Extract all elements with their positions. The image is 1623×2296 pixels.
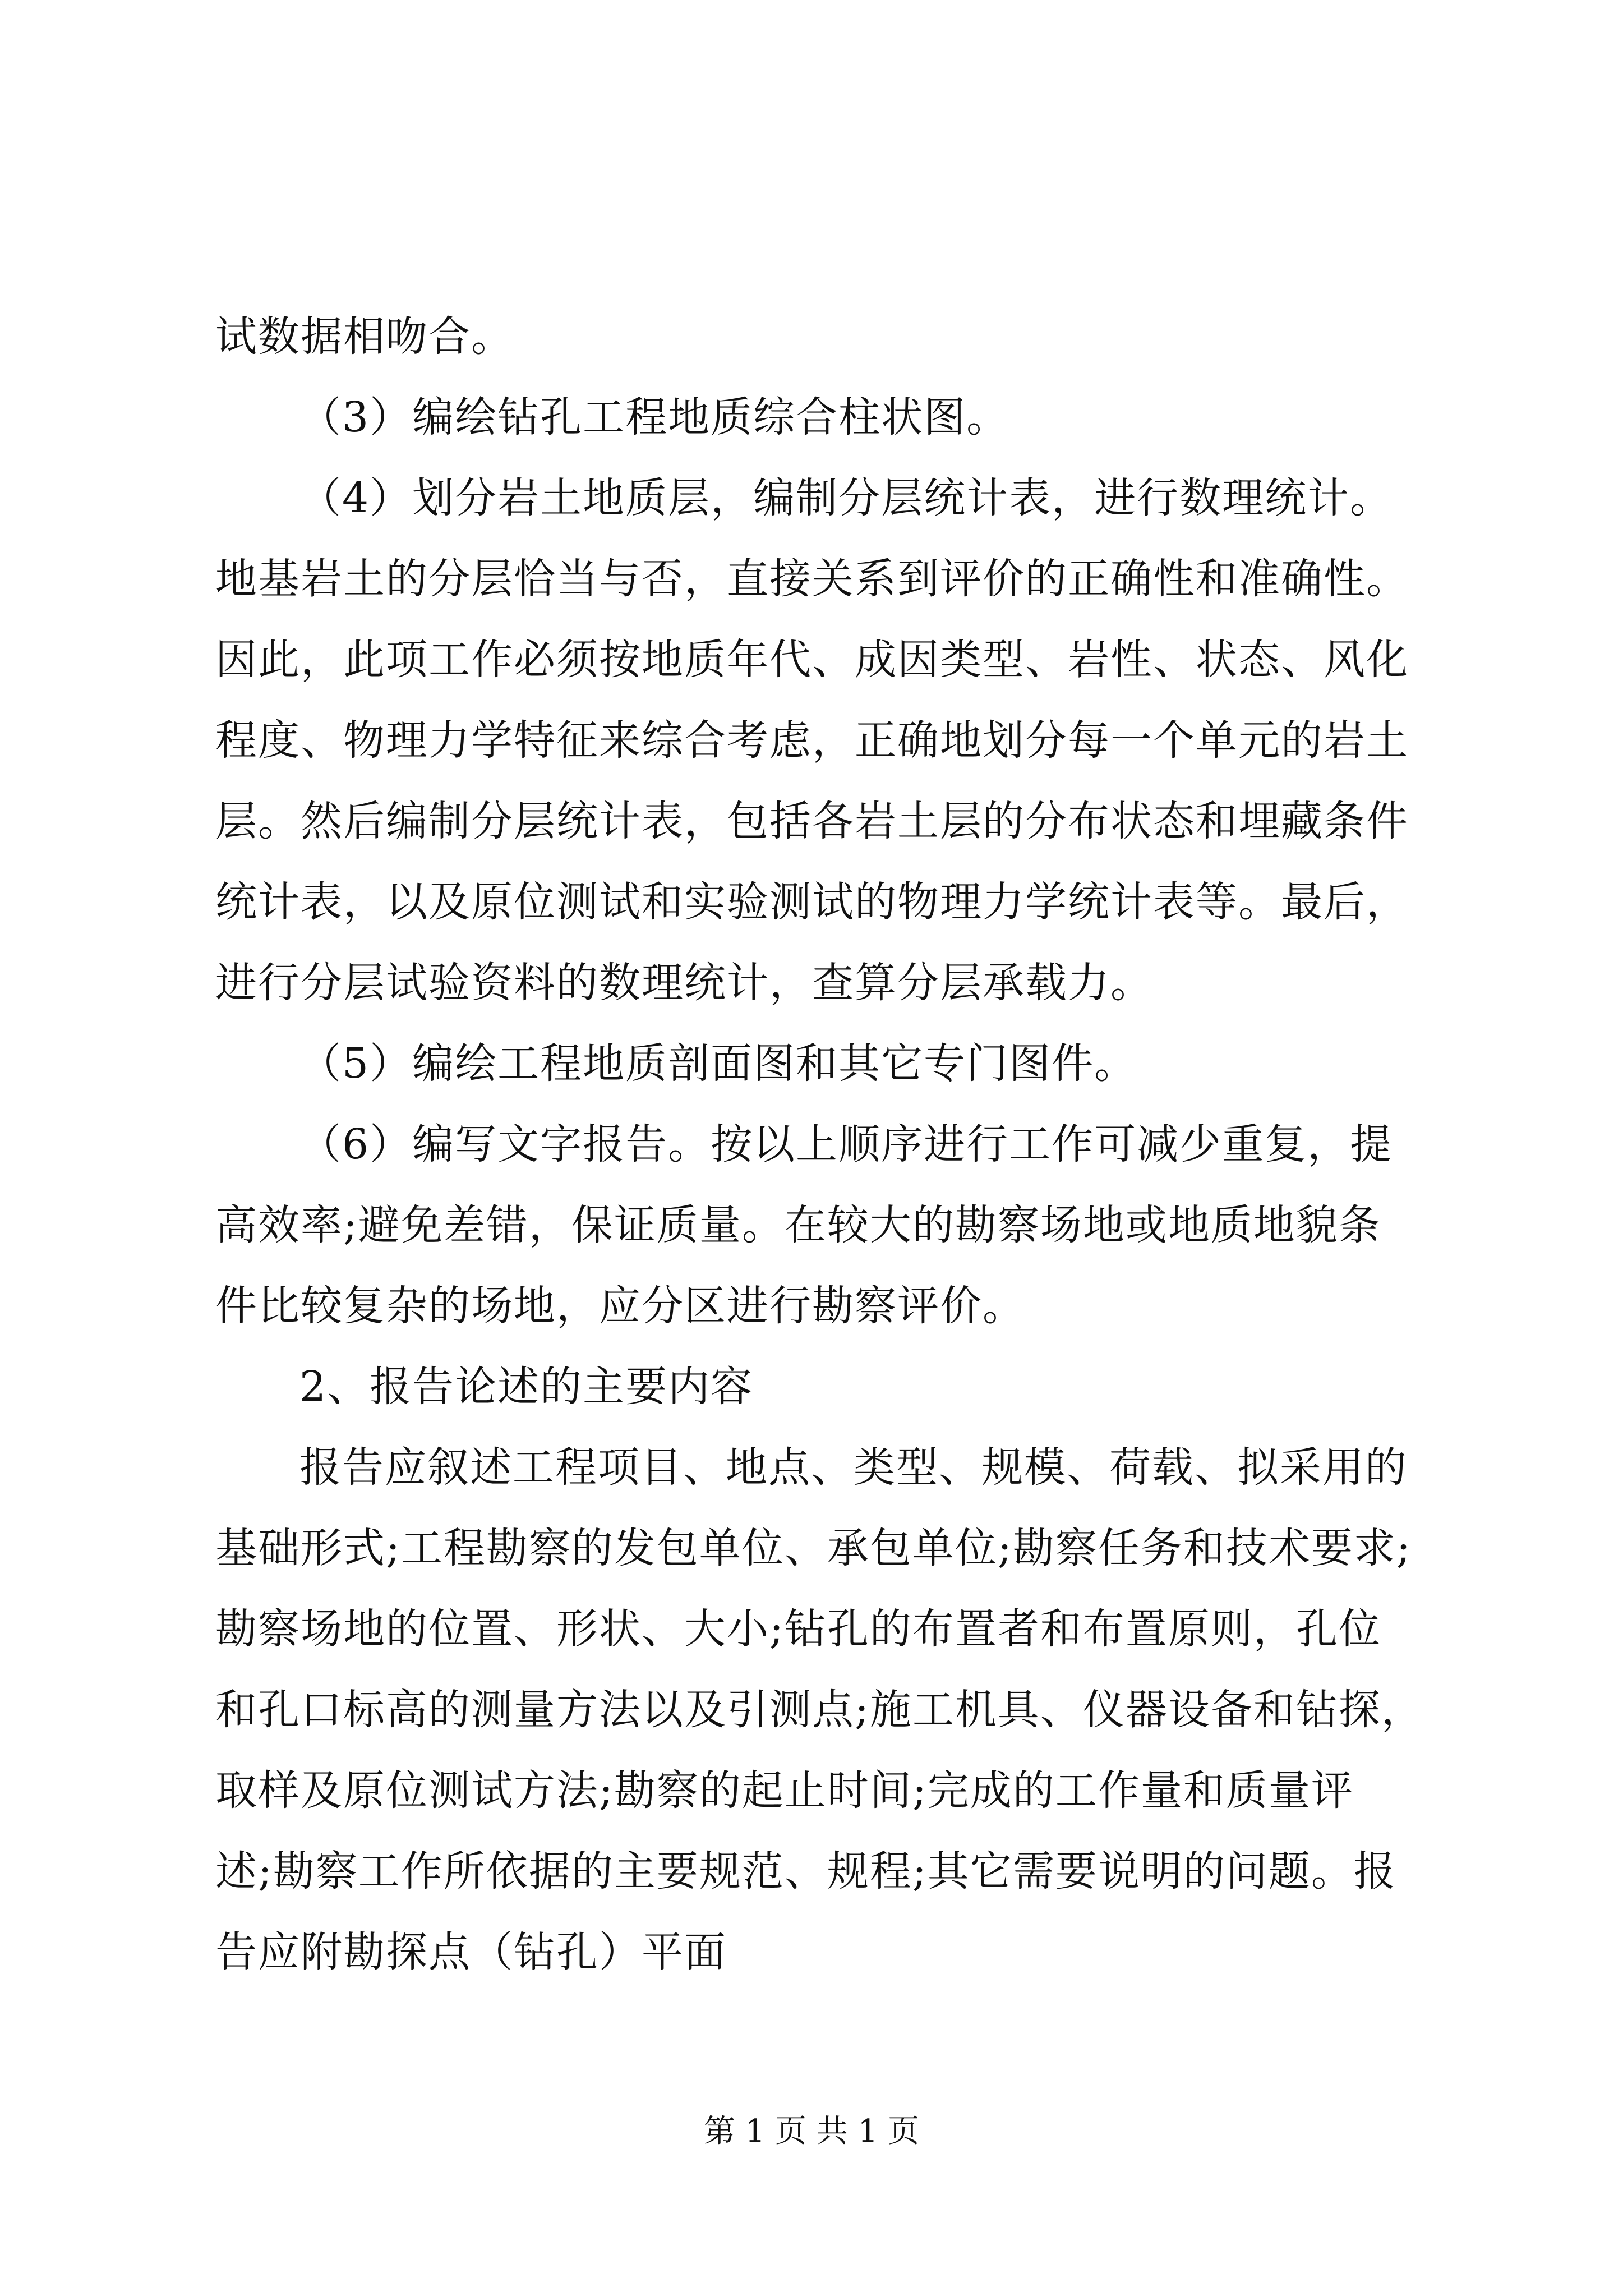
text-line: 高效率;避免差错，保证质量。在较大的勘察场地或地质地貌条 xyxy=(215,1201,1381,1249)
text-line: 报告应叙述工程项目、地点、类型、规模、荷载、拟采用的 xyxy=(299,1443,1408,1492)
text-line: 程度、物理力学特征来综合考虑，正确地划分每一个单元的岩土 xyxy=(215,716,1409,765)
text-line: 基础形式;工程勘察的发包单位、承包单位;勘察任务和技术要求; xyxy=(215,1524,1412,1572)
text-line: 地基岩土的分层恰当与否，直接关系到评价的正确性和准确性。 xyxy=(215,555,1409,603)
text-line: （3）编绘钻孔工程地质综合柱状图。 xyxy=(299,393,1009,441)
text-line: （5）编绘工程地质剖面图和其它专门图件。 xyxy=(299,1039,1137,1088)
text-line: 层。然后编制分层统计表，包括各岩土层的分布状态和埋藏条件 xyxy=(215,797,1409,845)
text-line: （6）编写文字报告。按以上顺序进行工作可减少重复，提 xyxy=(299,1120,1393,1168)
page-number-footer: 第 1 页 共 1 页 xyxy=(703,2113,920,2150)
document-body xyxy=(215,296,1424,1993)
text-line: 试数据相吻合。 xyxy=(215,312,514,361)
text-line: 勘察场地的位置、形状、大小;钻孔的布置者和布置原则，孔位 xyxy=(215,1605,1381,1653)
text-line: 进行分层试验资料的数理统计，查算分层承载力。 xyxy=(215,959,1153,1007)
section-heading: 2、报告论述的主要内容 xyxy=(299,1363,754,1411)
text-line: （4）划分岩土地质层，编制分层统计表，进行数理统计。 xyxy=(299,474,1393,522)
text-line: 件比较复杂的场地，应分区进行勘察评价。 xyxy=(215,1282,1025,1330)
text-line: 统计表，以及原位测试和实验测试的物理力学统计表等。最后， xyxy=(215,878,1409,926)
text-line: 告应附勘探点（钻孔）平面 xyxy=(215,1928,727,1976)
text-line: 取样及原位测试方法;勘察的起止时间;完成的工作量和质量评 xyxy=(215,1766,1354,1815)
text-line: 因此，此项工作必须按地质年代、成因类型、岩性、状态、风化 xyxy=(215,636,1409,684)
text-line: 述;勘察工作所依据的主要规范、规程;其它需要说明的问题。报 xyxy=(215,1847,1396,1895)
text-line: 和孔口标高的测量方法以及引测点;施工机具、仪器设备和钻探， xyxy=(215,1686,1424,1734)
